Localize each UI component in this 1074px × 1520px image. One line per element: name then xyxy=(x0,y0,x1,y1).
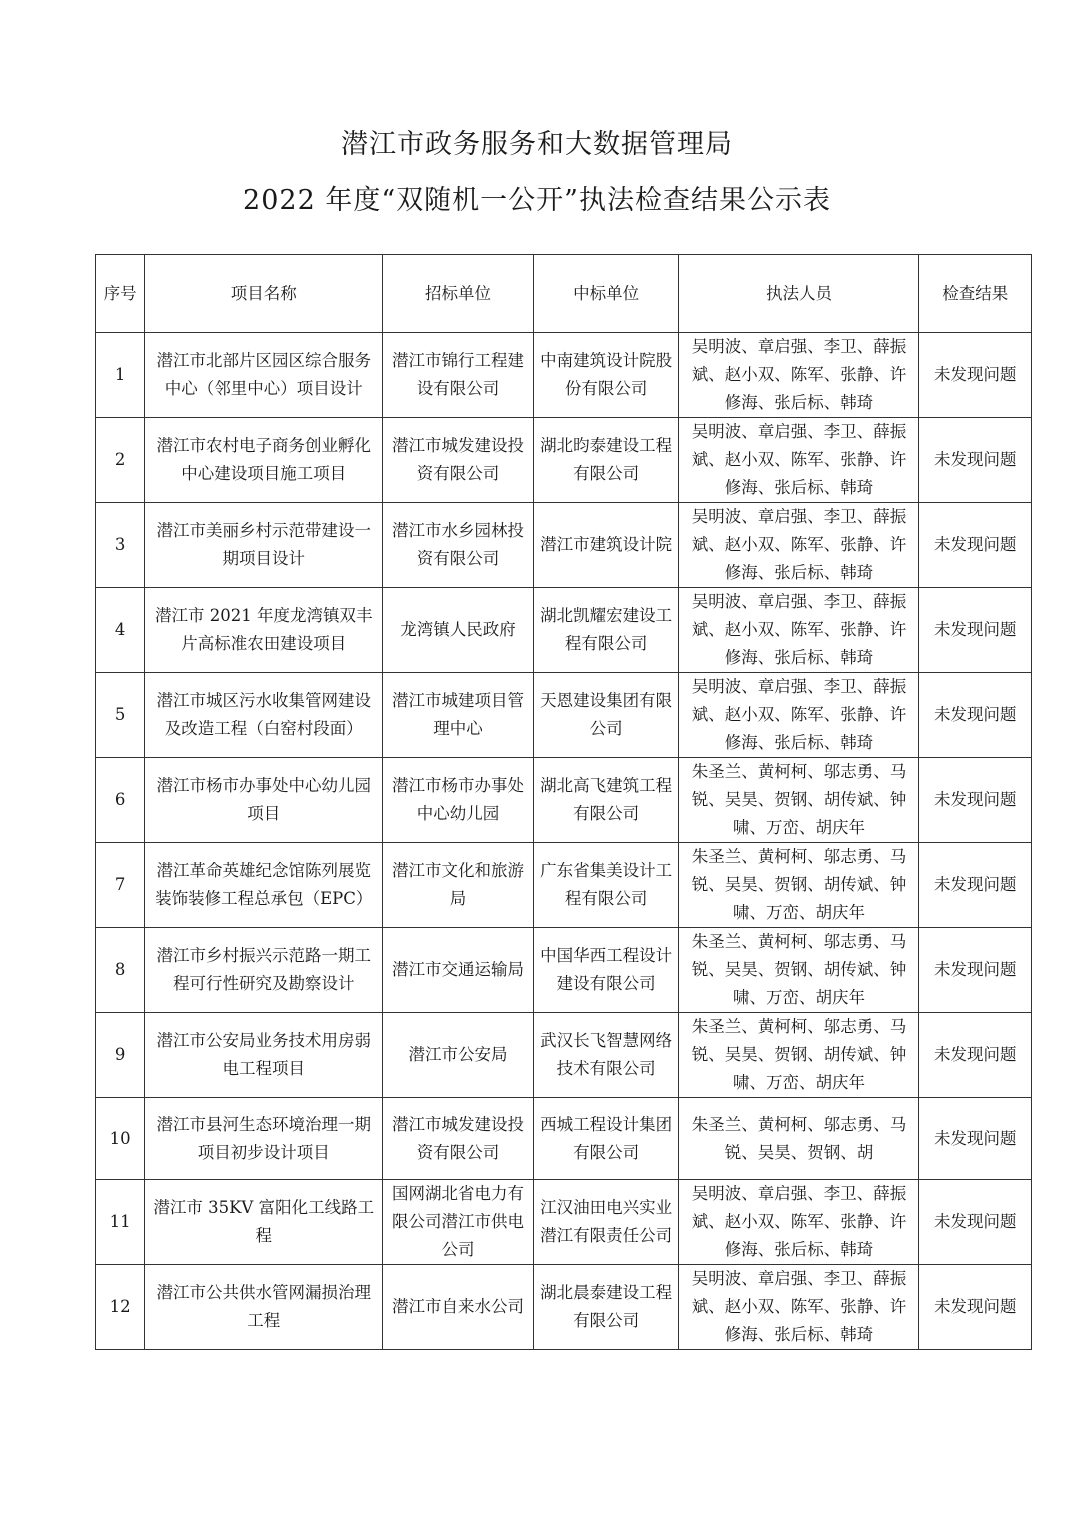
cell-tender-unit: 潜江市杨市办事处中心幼儿园 xyxy=(383,758,534,843)
cell-project: 潜江市公安局业务技术用房弱电工程项目 xyxy=(145,1013,383,1098)
cell-no: 1 xyxy=(96,333,145,418)
cell-tender-unit: 潜江市交通运输局 xyxy=(383,928,534,1013)
cell-no: 4 xyxy=(96,588,145,673)
cell-result: 未发现问题 xyxy=(919,418,1032,503)
cell-no: 9 xyxy=(96,1013,145,1098)
cell-winning-unit: 湖北晨泰建设工程有限公司 xyxy=(533,1265,679,1350)
cell-project: 潜江市城区污水收集管网建设及改造工程（白窑村段面） xyxy=(145,673,383,758)
cell-winning-unit: 西城工程设计集团有限公司 xyxy=(533,1098,679,1180)
table-row xyxy=(96,1013,1032,1098)
cell-tender-unit: 潜江市城建项目管理中心 xyxy=(383,673,534,758)
cell-winning-unit: 中国华西工程设计建设有限公司 xyxy=(533,928,679,1013)
table-row xyxy=(96,503,1032,588)
cell-project: 潜江市县河生态环境治理一期项目初步设计项目 xyxy=(145,1098,383,1180)
cell-result: 未发现问题 xyxy=(919,1265,1032,1350)
header-winning-unit: 中标单位 xyxy=(533,255,679,333)
cell-project: 潜江市 35KV 富阳化工线路工程 xyxy=(145,1180,383,1265)
cell-project: 潜江革命英雄纪念馆陈列展览装饰装修工程总承包（EPC） xyxy=(145,843,383,928)
cell-result: 未发现问题 xyxy=(919,333,1032,418)
cell-tender-unit: 潜江市自来水公司 xyxy=(383,1265,534,1350)
table-row xyxy=(96,1265,1032,1350)
cell-tender-unit: 龙湾镇人民政府 xyxy=(383,588,534,673)
cell-no: 6 xyxy=(96,758,145,843)
cell-staff: 朱圣兰、黄柯柯、邬志勇、马锐、吴昊、贺钢、胡传斌、钟啸、万峦、胡庆年 xyxy=(679,843,919,928)
cell-result: 未发现问题 xyxy=(919,1098,1032,1180)
cell-result: 未发现问题 xyxy=(919,928,1032,1013)
cell-project: 潜江市北部片区园区综合服务中心（邻里中心）项目设计 xyxy=(145,333,383,418)
cell-winning-unit: 广东省集美设计工程有限公司 xyxy=(533,843,679,928)
cell-staff: 吴明波、章启强、李卫、薛振斌、赵小双、陈军、张静、许修海、张后标、韩琦 xyxy=(679,418,919,503)
table-row xyxy=(96,673,1032,758)
table-row xyxy=(96,928,1032,1013)
cell-winning-unit: 江汉油田电兴实业潜江有限责任公司 xyxy=(533,1180,679,1265)
cell-tender-unit: 潜江市水乡园林投资有限公司 xyxy=(383,503,534,588)
cell-staff: 朱圣兰、黄柯柯、邬志勇、马锐、吴昊、贺钢、胡 xyxy=(679,1098,919,1180)
table-row xyxy=(96,758,1032,843)
cell-result: 未发现问题 xyxy=(919,503,1032,588)
cell-winning-unit: 湖北高飞建筑工程有限公司 xyxy=(533,758,679,843)
cell-tender-unit: 潜江市文化和旅游局 xyxy=(383,843,534,928)
cell-result: 未发现问题 xyxy=(919,588,1032,673)
header-project: 项目名称 xyxy=(145,255,383,333)
cell-no: 11 xyxy=(96,1180,145,1265)
cell-staff: 吴明波、章启强、李卫、薛振斌、赵小双、陈军、张静、许修海、张后标、韩琦 xyxy=(679,673,919,758)
cell-result: 未发现问题 xyxy=(919,673,1032,758)
cell-tender-unit: 国网湖北省电力有限公司潜江市供电公司 xyxy=(383,1180,534,1265)
header-tender-unit: 招标单位 xyxy=(383,255,534,333)
cell-project: 潜江市 2021 年度龙湾镇双丰片高标准农田建设项目 xyxy=(145,588,383,673)
cell-project: 潜江市公共供水管网漏损治理工程 xyxy=(145,1265,383,1350)
table-header-row xyxy=(96,255,1032,333)
document-subtitle: 2022 年度“双随机一公开”执法检查结果公示表 xyxy=(243,185,831,216)
cell-result: 未发现问题 xyxy=(919,1013,1032,1098)
cell-tender-unit: 潜江市锦行工程建设有限公司 xyxy=(383,333,534,418)
cell-staff: 吴明波、章启强、李卫、薛振斌、赵小双、陈军、张静、许修海、张后标、韩琦 xyxy=(679,503,919,588)
cell-tender-unit: 潜江市城发建设投资有限公司 xyxy=(383,1098,534,1180)
cell-no: 7 xyxy=(96,843,145,928)
cell-staff: 朱圣兰、黄柯柯、邬志勇、马锐、吴昊、贺钢、胡传斌、钟啸、万峦、胡庆年 xyxy=(679,1013,919,1098)
cell-no: 12 xyxy=(96,1265,145,1350)
table-row xyxy=(96,843,1032,928)
cell-project: 潜江市美丽乡村示范带建设一期项目设计 xyxy=(145,503,383,588)
cell-tender-unit: 潜江市城发建设投资有限公司 xyxy=(383,418,534,503)
cell-no: 8 xyxy=(96,928,145,1013)
cell-winning-unit: 中南建筑设计院股份有限公司 xyxy=(533,333,679,418)
cell-project: 潜江市杨市办事处中心幼儿园项目 xyxy=(145,758,383,843)
cell-tender-unit: 潜江市公安局 xyxy=(383,1013,534,1098)
results-table xyxy=(95,254,1032,1350)
cell-staff: 朱圣兰、黄柯柯、邬志勇、马锐、吴昊、贺钢、胡传斌、钟啸、万峦、胡庆年 xyxy=(679,758,919,843)
header-result: 检查结果 xyxy=(919,255,1032,333)
cell-no: 10 xyxy=(96,1098,145,1180)
document-title: 潜江市政务服务和大数据管理局 xyxy=(341,129,733,160)
cell-winning-unit: 潜江市建筑设计院 xyxy=(533,503,679,588)
cell-winning-unit: 天恩建设集团有限公司 xyxy=(533,673,679,758)
cell-result: 未发现问题 xyxy=(919,843,1032,928)
cell-no: 3 xyxy=(96,503,145,588)
cell-staff: 吴明波、章启强、李卫、薛振斌、赵小双、陈军、张静、许修海、张后标、韩琦 xyxy=(679,1180,919,1265)
table-row xyxy=(96,418,1032,503)
cell-result: 未发现问题 xyxy=(919,1180,1032,1265)
cell-project: 潜江市乡村振兴示范路一期工程可行性研究及勘察设计 xyxy=(145,928,383,1013)
header-no: 序号 xyxy=(96,255,145,333)
cell-staff: 吴明波、章启强、李卫、薛振斌、赵小双、陈军、张静、许修海、张后标、韩琦 xyxy=(679,588,919,673)
header-staff: 执法人员 xyxy=(679,255,919,333)
cell-result: 未发现问题 xyxy=(919,758,1032,843)
cell-staff: 吴明波、章启强、李卫、薛振斌、赵小双、陈军、张静、许修海、张后标、韩琦 xyxy=(679,1265,919,1350)
table-row xyxy=(96,1098,1032,1180)
cell-project: 潜江市农村电子商务创业孵化中心建设项目施工项目 xyxy=(145,418,383,503)
cell-winning-unit: 湖北昀泰建设工程有限公司 xyxy=(533,418,679,503)
cell-staff: 朱圣兰、黄柯柯、邬志勇、马锐、吴昊、贺钢、胡传斌、钟啸、万峦、胡庆年 xyxy=(679,928,919,1013)
cell-no: 5 xyxy=(96,673,145,758)
table-row xyxy=(96,1180,1032,1265)
table-row xyxy=(96,588,1032,673)
cell-winning-unit: 武汉长飞智慧网络技术有限公司 xyxy=(533,1013,679,1098)
table-row xyxy=(96,333,1032,418)
cell-winning-unit: 湖北凯耀宏建设工程有限公司 xyxy=(533,588,679,673)
cell-staff: 吴明波、章启强、李卫、薛振斌、赵小双、陈军、张静、许修海、张后标、韩琦 xyxy=(679,333,919,418)
cell-no: 2 xyxy=(96,418,145,503)
